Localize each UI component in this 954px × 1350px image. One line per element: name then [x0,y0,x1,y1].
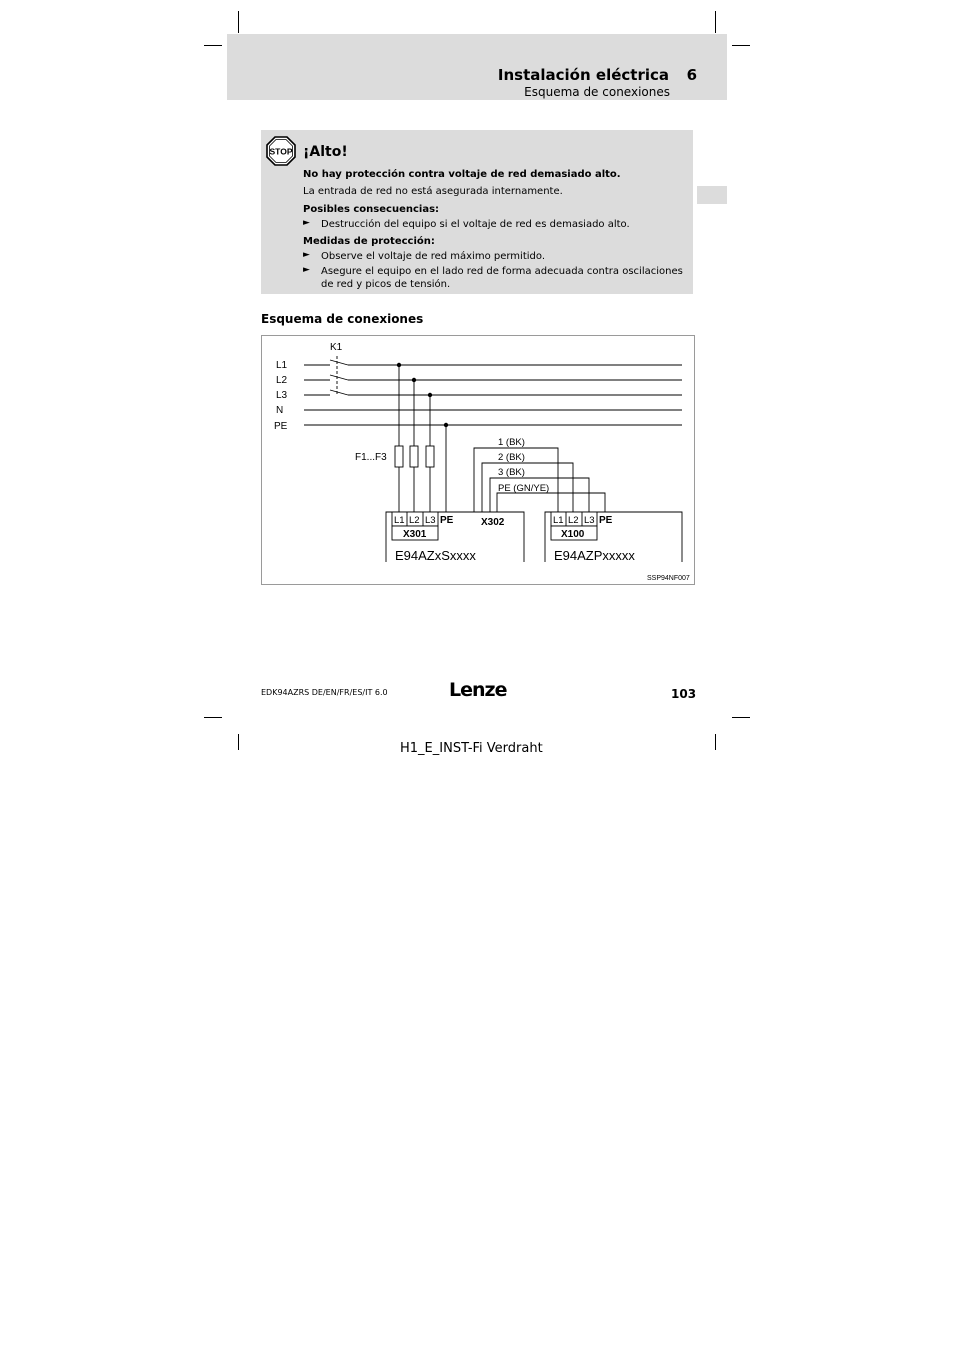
stop-label: STOP [269,146,293,157]
bullet-icon: ► [303,218,310,228]
list-item: Destrucción del equipo si el voltaje de red es demasiado alto. [321,219,630,230]
terminal-label: PE [599,515,613,526]
wire-label: 3 (BK) [498,467,525,478]
device-name: E94AZPxxxxx [554,548,635,563]
page-header [227,34,727,100]
warning-title: ¡Alto! [303,144,348,160]
terminal-label: L3 [425,515,436,526]
crop-mark [732,45,750,46]
warning-line: No hay protección contra voltaje de red demasiado alto. [303,169,621,180]
wire-label: PE (GN/YE) [498,483,550,494]
crop-mark [204,717,222,718]
crop-mark [238,11,239,33]
wiring-diagram-svg [262,336,694,584]
measures-label: Medidas de protección: [303,236,435,247]
chapter-tab [697,186,727,204]
page-number: 103 [671,687,697,701]
line-label: L3 [276,390,288,401]
file-name: H1_E_INST-Fi Verdraht [400,741,543,756]
device-name: E94AZxSxxxx [395,548,476,563]
terminal-label: L1 [553,515,564,526]
lenze-logo: Lenze [449,679,507,701]
connector-label: X301 [403,529,427,540]
wiring-diagram [261,335,695,585]
document-id: EDK94AZRS DE/EN/FR/ES/IT 6.0 [261,688,388,697]
bullet-icon: ► [303,265,310,275]
terminal-label: PE [440,515,454,526]
crop-mark [715,734,716,750]
list-item: Observe el voltaje de red máximo permitido. [321,251,545,262]
contactor-label: K1 [330,342,343,353]
connector-label: X302 [481,517,505,528]
fuses-label: F1...F3 [355,452,387,463]
wire-label: 1 (BK) [498,437,525,448]
terminal-label: L2 [409,515,420,526]
line-label: N [276,405,284,416]
warning-box [261,130,693,294]
page-title: Instalación eléctrica [497,66,669,84]
consequences-label: Posibles consecuencias: [303,204,440,215]
figure-id: SSP94NF007 [647,575,690,582]
terminal-label: L3 [584,515,595,526]
crop-mark [715,11,716,33]
section-title: Esquema de conexiones [261,312,424,326]
list-item: Asegure el equipo en el lado red de forma adecuada contra oscilaciones de red y picos de tensión. [321,266,683,290]
line-label: L2 [276,375,288,386]
bullet-icon: ► [303,250,310,260]
terminal-label: L2 [568,515,579,526]
crop-mark [732,717,750,718]
connector-label: X100 [561,529,585,540]
chapter-number: 6 [686,66,697,84]
line-label: PE [274,421,288,432]
wire-label: 2 (BK) [498,452,525,463]
line-label: L1 [276,360,288,371]
terminal-label: L1 [394,515,405,526]
warning-line: La entrada de red no está asegurada internamente. [303,186,563,197]
crop-mark [238,734,239,750]
crop-mark [204,45,222,46]
page-subtitle: Esquema de conexiones [524,85,670,99]
stop-sign-icon [266,136,296,166]
